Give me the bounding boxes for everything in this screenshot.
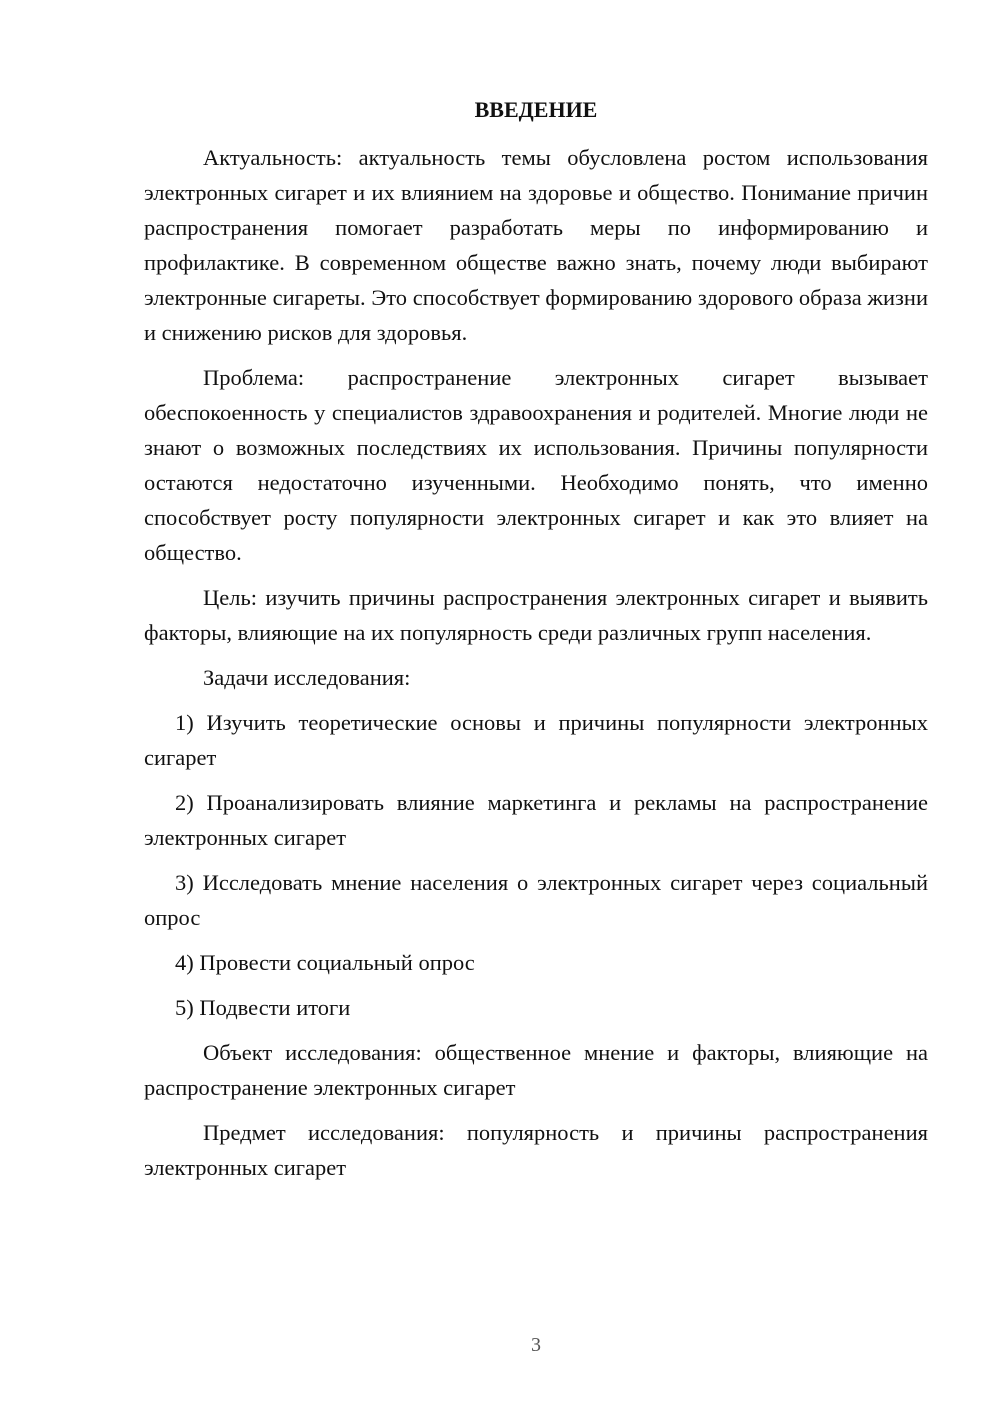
paragraph-object: Объект исследования: общественное мнение и факторы, влияющие на распространение электронных сигарет (144, 1040, 928, 1100)
paragraph-goal: Цель: изучить причины распространения электронных сигарет и выявить факторы, влияющие на их популярность среди различных групп населения. (144, 585, 928, 645)
task-item-4: 4) Провести социальный опрос (175, 950, 475, 975)
task-item-3: 3) Исследовать мнение населения о электронных сигарет через социальный опрос (144, 870, 928, 930)
document-body (144, 88, 928, 1185)
paragraph-subject: Предмет исследования: популярность и причины распространения электронных сигарет (144, 1120, 928, 1180)
paragraph-tasks-title: Задачи исследования: (203, 665, 411, 690)
paragraph-problem: Проблема: распространение электронных сигарет вызывает обеспокоенность у специалистов здравоохранения и родителей. Многие люди не знают о возможных последствиях их использования. Причины популярности остаются недостаточно изученными. Необходимо понять, что именно способствует росту популярности электронных сигарет и как это влияет на общество. (144, 365, 928, 565)
task-item-1: 1) Изучить теоретические основы и причины популярности электронных сигарет (144, 710, 928, 770)
paragraph-relevance: Актуальность: актуальность темы обусловлена ростом использования электронных сигарет и их влиянием на здоровье и общество. Понимание причин распространения помогает разработать меры по информированию и профилактике. В современном обществе важно знать, почему люди выбирают электронные сигареты. Это способствует формированию здорового образа жизни и снижению рисков для здоровья. (144, 145, 928, 345)
page-number: 3 (531, 1334, 541, 1356)
task-item-5: 5) Подвести итоги (175, 995, 351, 1020)
section-heading: ВВЕДЕНИЕ (474, 97, 598, 122)
task-item-2: 2) Проанализировать влияние маркетинга и рекламы на распространение электронных сигарет (144, 790, 928, 850)
